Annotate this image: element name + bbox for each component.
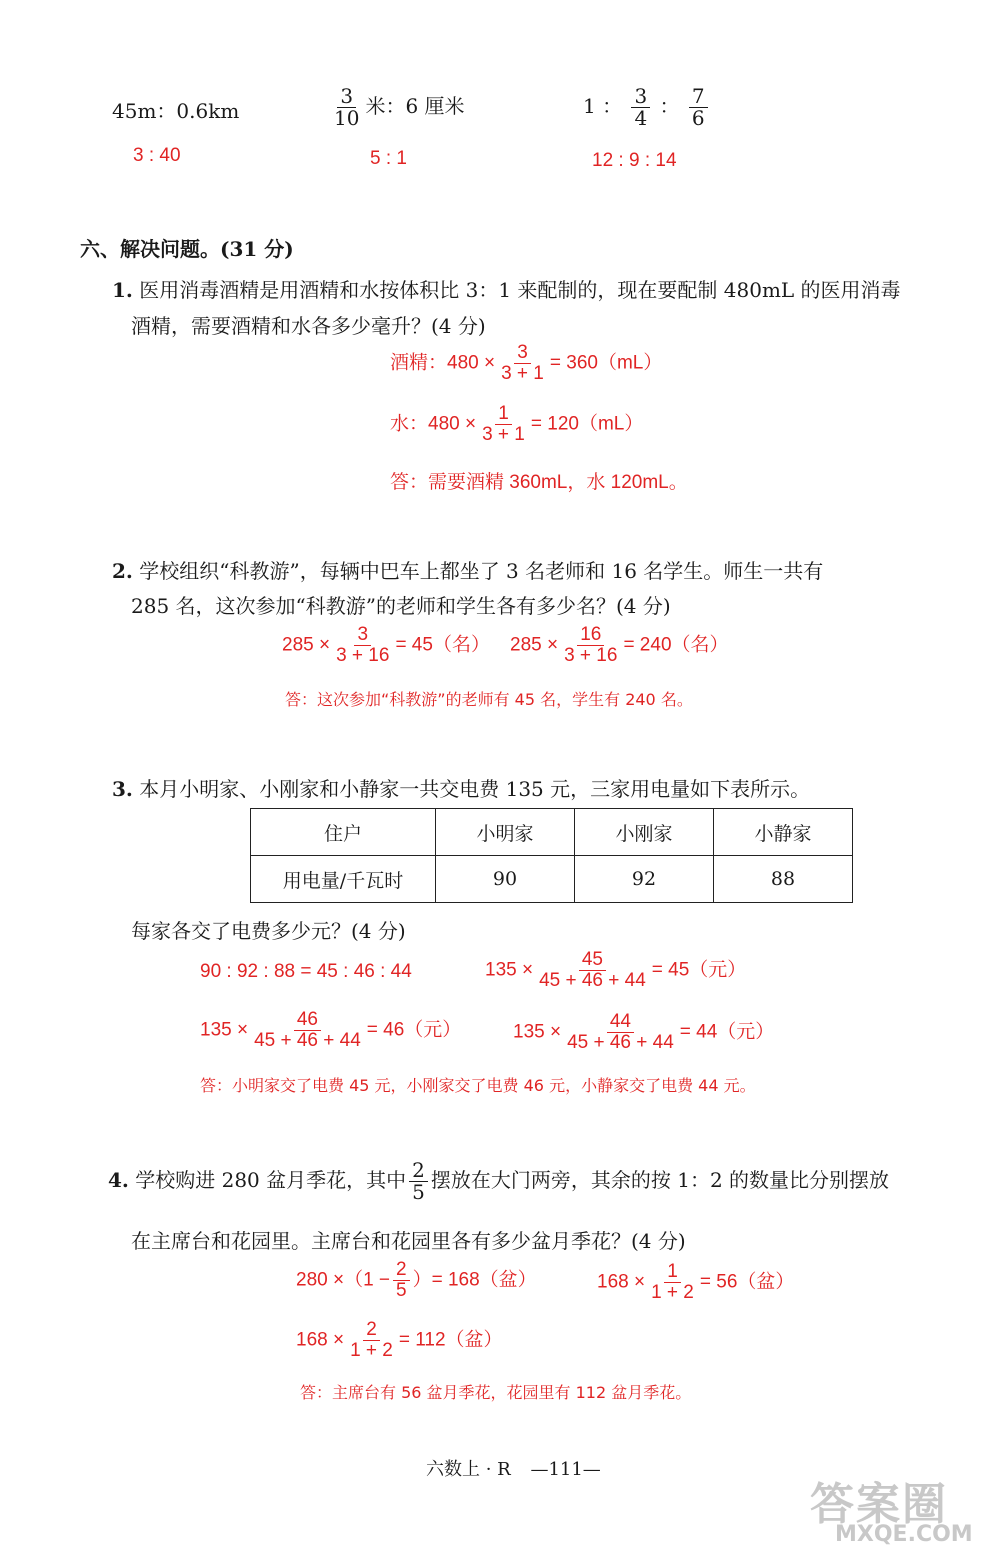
q2-calc-teachers: 285 × $\frac{3}{3 + 16}$ = 45（名） <box>282 624 490 666</box>
q4-answer: 答：主席台有 56 盆月季花，花园里有 112 盆月季花。 <box>300 1383 692 1402</box>
section-title: 六、解决问题。(31 分) <box>80 237 294 261</box>
question-3-subquestion: 每家各交了电费多少元？(4 分) <box>131 919 406 943</box>
fraction: $\frac{2}{5}$ <box>409 1160 428 1203</box>
fraction: $\frac{16}{3 + 16}$ <box>564 624 618 666</box>
table-row-label: 用电量/千瓦时 <box>251 856 436 903</box>
q3-calc-xiaojing: 135 × $\frac{44}{45 + 46 + 44}$ = 44（元） <box>513 1011 775 1053</box>
ratio-answer-2: 5 : 1 <box>370 148 407 169</box>
q1-step-1: 酒精：480 × $\frac{3}{3 + 1}$ = 360（mL） <box>390 342 663 384</box>
question-1-line-2: 酒精，需要酒精和水各多少毫升？(4 分) <box>131 314 486 338</box>
q3-calc-xiaogang: 135 × $\frac{46}{45 + 46 + 44}$ = 46（元） <box>200 1009 462 1051</box>
fraction: $\frac{7}{6}$ <box>689 86 708 129</box>
q2-calc-students: 285 × $\frac{16}{3 + 16}$ = 240（名） <box>510 624 729 666</box>
page-number: —111— <box>530 1459 601 1480</box>
q2-answer: 答：这次参加“科教游”的老师有 45 名，学生有 240 名。 <box>285 690 693 709</box>
fraction: $\frac{1}{3 + 1}$ <box>482 403 525 445</box>
table-header-cell: 住户 <box>251 809 436 856</box>
question-2-line-2: 285 名，这次参加“科教游”的老师和学生各有多少名？(4 分) <box>131 594 671 618</box>
fraction: $\frac{1}{1 + 2}$ <box>651 1261 694 1303</box>
fraction: $\frac{45}{45 + 46 + 44}$ <box>539 949 646 991</box>
q1-answer: 答：需要酒精 360mL，水 120mL。 <box>390 472 688 493</box>
q4-calc-stage: 168 × $\frac{1}{1 + 2}$ = 56（盆） <box>597 1261 795 1303</box>
fraction: $\frac{2}{1 + 2}$ <box>350 1319 393 1361</box>
table-row <box>251 856 853 903</box>
q3-ratio: 90 : 92 : 88 = 45 : 46 : 44 <box>200 961 412 982</box>
table-header-cell: 小刚家 <box>575 809 714 856</box>
page-footer <box>426 1455 601 1481</box>
q3-answer: 答：小明家交了电费 45 元，小刚家交了电费 46 元，小静家交了电费 44 元。 <box>200 1076 756 1095</box>
question-2-line-1: 2. 学校组织“科教游”，每辆中巴车上都坐了 3 名老师和 16 名学生。师生一共有 <box>112 559 824 583</box>
table-cell: 92 <box>575 856 714 903</box>
q4-calc-garden: 168 × $\frac{2}{1 + 2}$ = 112（盆） <box>296 1319 503 1361</box>
table-cell: 88 <box>714 856 853 903</box>
question-1-line-1: 1. 医用消毒酒精是用酒精和水按体积比 3：1 来配制的，现在要配制 480mL 的医用消毒 <box>112 278 901 302</box>
ratio-answer-3: 12 : 9 : 14 <box>592 150 677 171</box>
table-row <box>251 809 853 856</box>
ratio-answer-1: 3 : 40 <box>133 145 181 166</box>
q1-step-2: 水：480 × $\frac{1}{3 + 1}$ = 120（mL） <box>390 403 644 445</box>
ratio-question-3: 1 ： $\frac{3}{4}$ ： $\frac{7}{6}$ <box>583 86 711 129</box>
question-4-line-2: 在主席台和花园里。主席台和花园里各有多少盆月季花？(4 分) <box>131 1229 686 1253</box>
watermark-logo: 答案圈 <box>810 1479 948 1530</box>
ratio-question-2: $\frac{3}{10}$ 米：6 厘米 <box>328 86 465 129</box>
fraction: $\frac{3}{3 + 1}$ <box>501 342 544 384</box>
q4-calc-remaining: 280 ×（1 − $\frac{2}{5}$ ）= 168（盆） <box>296 1259 537 1301</box>
question-3-line-1: 3. 本月小明家、小刚家和小静家一共交电费 135 元，三家用电量如下表所示。 <box>112 777 811 801</box>
fraction: $\frac{3}{3 + 16}$ <box>336 624 390 666</box>
q3-calc-xiaoming: 135 × $\frac{45}{45 + 46 + 44}$ = 45（元） <box>485 949 747 991</box>
watermark-url: MXQE.COM <box>835 1522 973 1547</box>
ratio-question-1: 45m：0.6km <box>112 99 240 123</box>
question-4-line-1: 4. 学校购进 280 盆月季花，其中 $\frac{2}{5}$ 摆放在大门两旁，其余的按 1：2 的数量比分别摆放 <box>108 1158 890 1204</box>
fraction: $\frac{3}{10}$ <box>334 84 360 130</box>
table-header-cell: 小明家 <box>436 809 575 856</box>
table-header-cell: 小静家 <box>714 809 853 856</box>
electricity-table <box>250 808 853 903</box>
fraction: $\frac{3}{4}$ <box>631 86 650 129</box>
fraction: $\frac{46}{45 + 46 + 44}$ <box>254 1009 361 1051</box>
fraction: $\frac{44}{45 + 46 + 44}$ <box>567 1011 674 1053</box>
fraction: $\frac{2}{5}$ <box>393 1260 410 1301</box>
book-label: 六数上 · R <box>426 1459 511 1480</box>
table-cell: 90 <box>436 856 575 903</box>
